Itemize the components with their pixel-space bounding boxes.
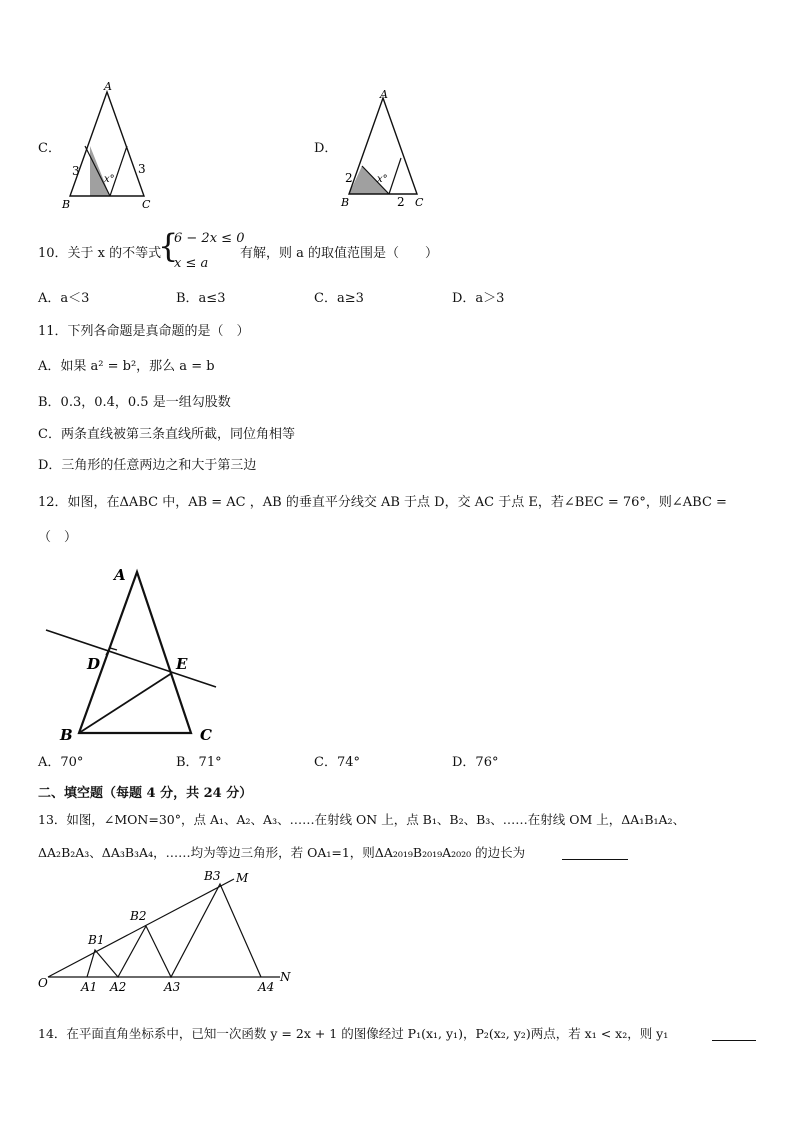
segment-be [79, 673, 172, 733]
q14-text: 14．在平面直角坐标系中，已知一次函数 y = 2x + 1 的图像经过 P₁(x₁, y₁)，P₂(x₂, y₂)两点，若 x₁ < x₂，则 y₁ [38, 1026, 669, 1041]
shaded-triangle [90, 146, 110, 196]
q14-answer-blank[interactable] [712, 1026, 756, 1041]
q10-option-d: D．a＞3 [452, 291, 505, 306]
point-a1-label: A1 [81, 980, 98, 994]
point-n-label: N [280, 970, 291, 984]
vertex-b-label: B [60, 726, 73, 744]
q13-answer-blank[interactable] [562, 845, 628, 860]
q12-option-b: B．71° [176, 755, 222, 770]
q9-figure-c [58, 80, 168, 212]
q12-figure [40, 560, 230, 750]
point-o-label: O [38, 976, 48, 990]
q13-line-2: ΔA₂B₂A₃、ΔA₃B₃A₄，……均为等边三角形，若 OA₁=1，则ΔA₂₀₁₉B₂₀₁₉A₂₀₂₀ 的边长为 [38, 845, 526, 860]
point-a3-label: A3 [164, 980, 181, 994]
point-b3-label: B3 [204, 869, 221, 883]
side-bottom-label: 2 [397, 195, 405, 209]
q12-option-a: A．70° [38, 755, 84, 770]
q10-stem: 10．关于 x 的不等式 [38, 246, 162, 261]
point-b2-label: B2 [130, 909, 147, 923]
vertex-b-label: B [341, 196, 350, 209]
triangle-abc [79, 572, 191, 733]
system-brace: { [158, 227, 179, 265]
perpendicular-bisector [46, 630, 216, 687]
side-right-label: 3 [138, 162, 146, 176]
q10-option-b: B．a≤3 [176, 291, 226, 306]
q11-option-b: B．0.3，0.4，0.5 是一组勾股数 [38, 395, 231, 410]
side-left-label: 2 [345, 171, 353, 185]
q9-option-d-label: D． [314, 141, 338, 156]
vertex-c-label: C [415, 196, 424, 209]
q13-figure [34, 866, 304, 1000]
q13-line-1: 13．如图，∠MON=30°，点 A₁、A₂、A₃、……在射线 ON 上，点 B₁、B₂、B₃、……在射线 OM 上，ΔA₁B₁A₂、 [38, 812, 686, 827]
q12-option-d: D．76° [452, 755, 499, 770]
q12-paren: （ ） [38, 530, 78, 545]
section-2-title: 二、填空题（每题 4 分，共 24 分） [38, 786, 253, 801]
vertex-b-label: B [62, 198, 71, 211]
angle-x-label: x° [377, 174, 388, 185]
point-a2-label: A2 [110, 980, 127, 994]
ray-om [48, 879, 234, 977]
point-d-label: D [87, 655, 101, 673]
vertex-a-label: A [114, 566, 126, 584]
angle-x-label: x° [104, 174, 115, 185]
point-m-label: M [236, 871, 249, 885]
q10-option-c: C．a≥3 [314, 291, 364, 306]
q9-figure-d [335, 86, 435, 212]
point-b1-label: B1 [88, 933, 105, 947]
vertex-a-label: A [104, 80, 112, 93]
point-a4-label: A4 [258, 980, 275, 994]
q12-stem: 12．如图，在ΔABC 中，AB = AC ，AB 的垂直平分线交 AB 于点 D，交 AC 于点 E，若∠BEC = 76°，则∠ABC = [38, 495, 727, 510]
q11-option-c: C．两条直线被第三条直线所截，同位角相等 [38, 427, 295, 442]
side-left-label: 3 [72, 164, 80, 178]
vertex-c-label: C [200, 726, 212, 744]
q9-option-c-label: C． [38, 141, 61, 156]
q11-option-a: A．如果 a² = b²，那么 a = b [38, 359, 215, 374]
q10-option-a: A．a＜3 [38, 291, 90, 306]
vertex-a-label: A [380, 88, 388, 101]
q11-stem: 11．下列各命题是真命题的是（ ） [38, 324, 250, 339]
point-e-label: E [176, 655, 188, 673]
equilateral-triangles [87, 884, 261, 977]
vertex-c-label: C [142, 198, 151, 211]
q10-inequality-1: 6 − 2x ≤ 0 [174, 231, 245, 246]
q10-inequality-2: x ≤ a [174, 256, 209, 271]
q11-option-d: D．三角形的任意两边之和大于第三边 [38, 458, 257, 473]
q10-tail: 有解，则 a 的取值范围是（ ） [240, 246, 439, 261]
q12-option-c: C．74° [314, 755, 360, 770]
